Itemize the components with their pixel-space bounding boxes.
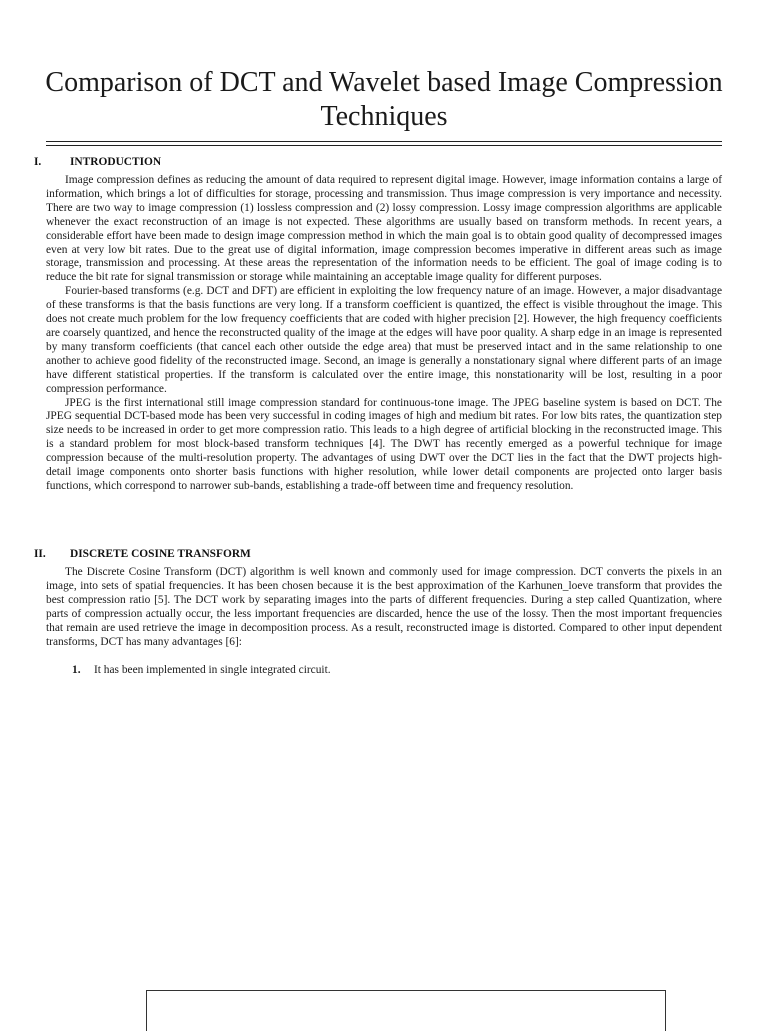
section-heading-introduction xyxy=(34,156,161,168)
list-item xyxy=(72,664,331,676)
paragraph: Fourier-based transforms (e.g. DCT and DFT) are efficient in exploiting the low frequency nature of an image. However, a major disadvantage of these transforms is that the basis functions are very long. If a transform coefficient is quantized, the effect is visible throughout the image. This does not create much problem for the low frequency coefficients that are coded with higher precision [2]. However, the high frequency coefficients are coarsely quantized, and hence the reconstructed quality of the image at the edges will have poor quality. A sharp edge in an image is represented by many transform coefficients (that cancel each other outside the edge area) that must be preserved intact and in the same relationship to one another to achieve good fidelity of the reconstructed image. Second, an image is generally a nonstationary signal where different parts of an image have different statistical properties. If the transform is calculated over the entire image, this nonstationarity will be lost, resulting in a poor compression performance. xyxy=(46,285,722,395)
title-rule-top xyxy=(46,141,722,142)
section-title: DISCRETE COSINE TRANSFORM xyxy=(70,548,251,560)
title-rule-bottom xyxy=(46,145,722,146)
paragraph: Image compression defines as reducing the amount of data required to represent digital image. However, image information contains a large of information, which brings a lot of difficulties for storage, processing and transmission. Thus image compression is very importance and necessity. There are two way to image compression (1) lossless compression and (2) lossy compression. Lossy image compression algorithms are applicable whenever the exact reconstruction of an image is not expected. These algorithms are usually based on transform methods. In recent years, a considerable effort have been made to design image compression method in which the main goal is to obtain good quality of decompressed images even at very low bit rates. Due to the great use of digital information, image compression becomes imperative in different areas such as image storage, transmission and processing. At these areas the representation of the information needs to be efficient. The goal of image coding is to reduce the bit rate for signal transmission or storage while maintaining an acceptable image quality for different purposes. xyxy=(46,174,722,284)
paragraph: The Discrete Cosine Transform (DCT) algorithm is well known and commonly used for image compression. DCT converts the pixels in an image, into sets of spatial frequencies. It has been chosen because it is the best approximation of the Karhunen_loeve transform that provides the best compression ratio [5]. The DCT work by separating images into the parts of different frequencies. During a step called Quantization, where parts of compression actually occur, the less important frequencies are discarded, hence the use of the lossy. Then the most important frequencies that remain are used retrieve the image in decomposition process. As a result, reconstructed image is distorted. Compared to other input dependent transforms, DCT has many advantages [6]: xyxy=(46,566,722,648)
footer-frame xyxy=(146,990,666,1031)
document-title: Comparison of DCT and Wavelet based Image Compression Techniques xyxy=(45,67,723,132)
section-heading-dct xyxy=(34,548,251,560)
paragraph: JPEG is the first international still image compression standard for continuous-tone image. The JPEG baseline system is based on DCT. The JPEG sequential DCT-based mode has been very successful in coding images of high and medium bit rates. For low bits rates, the quantization step size needs to be increased in order to get more compression ratio. This leads to a high degree of artificial blocking in the reconstructed image. This is a standard problem for most block-based transform techniques [4]. The DWT has recently emerged as a powerful technique for image compression because of the multi-resolution property. The advantages of using DWT over the DCT lies in the fact that the DWT projects high-detail image components onto shorter basis functions with higher resolution, while lower detail components are projected onto larger basis functions, which correspond to narrower sub-bands, establishing a trade-off between time and frequency resolution. xyxy=(46,396,722,492)
section-number: II. xyxy=(34,548,46,560)
list-item-text: It has been implemented in single integrated circuit. xyxy=(94,664,331,676)
section-body-introduction xyxy=(46,174,722,494)
section-body-dct xyxy=(46,566,722,649)
section-title: INTRODUCTION xyxy=(70,156,162,168)
section-number: I. xyxy=(34,156,42,168)
list-item-number: 1. xyxy=(72,664,81,676)
